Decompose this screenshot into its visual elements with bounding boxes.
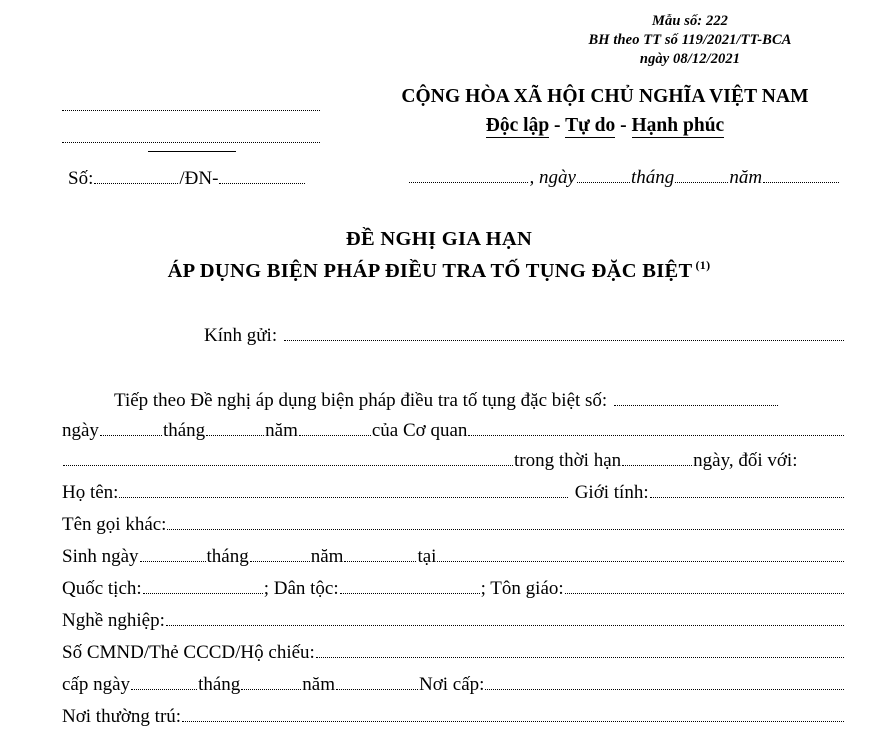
national-motto — [390, 115, 820, 137]
title-line-2 — [0, 258, 878, 283]
field-row-birth — [62, 546, 845, 578]
document-number-suffix-field[interactable] — [219, 169, 305, 184]
residence-field[interactable] — [182, 707, 844, 722]
recipient-field[interactable] — [284, 326, 844, 341]
date-day-field[interactable] — [577, 168, 630, 183]
motto-separator-2: - — [615, 115, 632, 136]
body-year-field[interactable] — [299, 421, 371, 436]
issue-month-label: tháng — [198, 674, 241, 695]
recipient-line — [204, 325, 845, 347]
occupation-label: Nghề nghiệp: — [62, 610, 165, 631]
body-day-field[interactable] — [100, 421, 162, 436]
issue-year-field[interactable] — [336, 675, 418, 690]
document-number-field[interactable] — [94, 169, 178, 184]
motto-happiness: Hạnh phúc — [631, 115, 725, 136]
ethnicity-label: ; Dân tộc: — [263, 578, 339, 599]
form-date: ngày 08/12/2021 — [639, 51, 741, 67]
field-row-nationality — [62, 578, 845, 610]
alias-label: Tên gọi khác: — [62, 514, 167, 535]
body-lead-text: Tiếp theo Đề nghị áp dụng biện pháp điều tra tố tụng đặc biệt số: — [114, 390, 608, 411]
field-row-id-issue — [62, 674, 845, 706]
gender-label: Giới tính: — [574, 482, 649, 503]
field-row-alias — [62, 514, 845, 546]
date-year-label: năm — [729, 167, 763, 188]
body-day-label: ngày — [62, 420, 99, 441]
full-name-label: Họ tên: — [62, 482, 119, 503]
body-agency-label: của Cơ quan — [371, 420, 468, 441]
form-number: Mẫu số: 222 — [651, 13, 729, 29]
body-line-reference — [62, 390, 845, 420]
place-field[interactable] — [409, 168, 528, 183]
duration-field[interactable] — [622, 451, 692, 466]
field-row-full-name — [62, 482, 845, 514]
issue-month-field[interactable] — [241, 675, 301, 690]
body-agency-continuation-field[interactable] — [63, 451, 513, 466]
birth-place-label: tại — [417, 546, 437, 567]
alias-field[interactable] — [167, 515, 844, 530]
issue-place-label: Nơi cấp: — [419, 674, 485, 695]
date-month-field[interactable] — [675, 168, 728, 183]
ethnicity-field[interactable] — [340, 579, 480, 594]
duration-suffix: ngày, đối với: — [693, 450, 798, 471]
motto-separator-1: - — [549, 115, 566, 136]
nationality-label: Quốc tịch: — [62, 578, 142, 599]
issue-day-label: cấp ngày — [62, 674, 131, 695]
body-month-label: tháng — [162, 420, 206, 441]
document-title — [0, 228, 878, 283]
religion-field[interactable] — [565, 579, 844, 594]
id-number-label: Số CMND/Thẻ CCCD/Hộ chiếu: — [62, 642, 315, 663]
form-reference-block — [540, 12, 840, 69]
birth-month-field[interactable] — [250, 547, 310, 562]
gender-field[interactable] — [650, 483, 844, 498]
field-row-occupation — [62, 610, 845, 642]
document-number-suffix: /ĐN- — [179, 168, 219, 189]
recipient-label: Kính gửi: — [204, 325, 278, 346]
birth-year-field[interactable] — [344, 547, 416, 562]
date-day-label: , ngày — [529, 167, 576, 188]
birth-month-label: tháng — [206, 546, 249, 567]
title-footnote-marker: (1) — [695, 258, 711, 272]
motto-freedom: Tự do — [565, 115, 616, 136]
previous-request-number-field[interactable] — [614, 391, 778, 406]
date-month-label: tháng — [631, 167, 675, 188]
duration-label: trong thời hạn — [514, 450, 622, 471]
occupation-field[interactable] — [166, 611, 844, 626]
form-circular: BH theo TT số 119/2021/TT-BCA — [588, 32, 792, 48]
date-year-field[interactable] — [763, 168, 839, 183]
place-date-line — [408, 167, 840, 189]
residence-label: Nơi thường trú: — [62, 706, 182, 727]
body-line-date-agency — [62, 420, 845, 450]
field-row-id-number — [62, 642, 845, 674]
religion-label: ; Tôn giáo: — [480, 578, 564, 599]
document-number-line — [68, 168, 306, 190]
country-name: CỘNG HÒA XÃ HỘI CHỦ NGHĨA VIỆT NAM — [401, 86, 809, 107]
issuing-organization-block — [62, 88, 320, 152]
motto-independence: Độc lập — [485, 115, 550, 136]
birth-day-field[interactable] — [140, 547, 206, 562]
document-number-label: Số: — [68, 168, 94, 189]
id-number-field[interactable] — [316, 643, 844, 658]
body-month-field[interactable] — [206, 421, 264, 436]
organization-line-1 — [62, 88, 320, 111]
organization-divider — [148, 151, 236, 152]
full-name-field[interactable] — [119, 483, 567, 498]
birth-place-field[interactable] — [437, 547, 844, 562]
birth-year-label: năm — [310, 546, 344, 567]
title-line-2-text: ÁP DỤNG BIỆN PHÁP ĐIỀU TRA TỐ TỤNG ĐẶC BIỆT — [167, 259, 693, 282]
body-year-label: năm — [265, 420, 298, 441]
issue-year-label: năm — [302, 674, 335, 695]
issue-day-field[interactable] — [131, 675, 197, 690]
organization-line-2 — [62, 120, 320, 143]
nationality-field[interactable] — [143, 579, 263, 594]
field-row-residence — [62, 706, 845, 738]
national-heading — [390, 86, 820, 137]
title-line-1: ĐỀ NGHỊ GIA HẠN — [345, 228, 533, 250]
issue-place-field[interactable] — [485, 675, 844, 690]
body-line-duration — [62, 450, 845, 480]
subject-fields — [62, 482, 845, 738]
birth-day-label: Sinh ngày — [62, 546, 139, 567]
body-agency-field[interactable] — [468, 421, 844, 436]
body-paragraph — [62, 390, 845, 480]
